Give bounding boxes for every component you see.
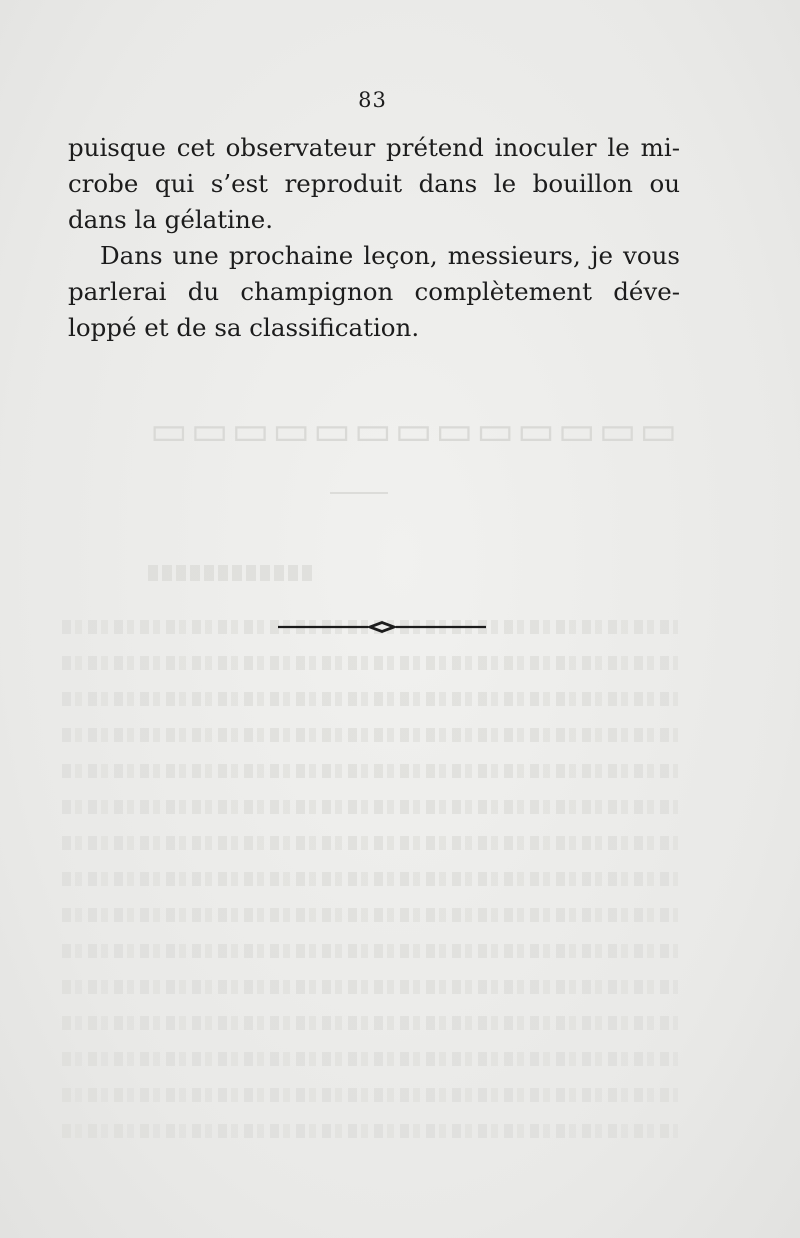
ornamental-divider <box>278 619 486 635</box>
text-line: dans la gélatine. <box>68 205 274 234</box>
paragraph-1 <box>68 130 680 238</box>
page-number: 83 <box>358 88 387 112</box>
show-through-greeting <box>148 565 313 581</box>
text-line: parlerai du champignon complètement déve- <box>68 277 680 306</box>
paragraph-2 <box>68 238 680 346</box>
text-line: loppé et de sa classification. <box>68 313 420 342</box>
show-through-heading: ▭▭▭▭▭▭▭▭▭▭▭▭▭ <box>150 408 681 454</box>
text-line: crobe qui s’est reproduit dans le bouillon ou <box>68 169 680 198</box>
show-through-lines <box>62 620 678 1160</box>
text-line: Dans une prochaine leçon, messieurs, je vous <box>100 241 680 270</box>
text-line: puisque cet observateur prétend inoculer le mi- <box>68 133 680 162</box>
show-through-rule <box>330 492 388 494</box>
